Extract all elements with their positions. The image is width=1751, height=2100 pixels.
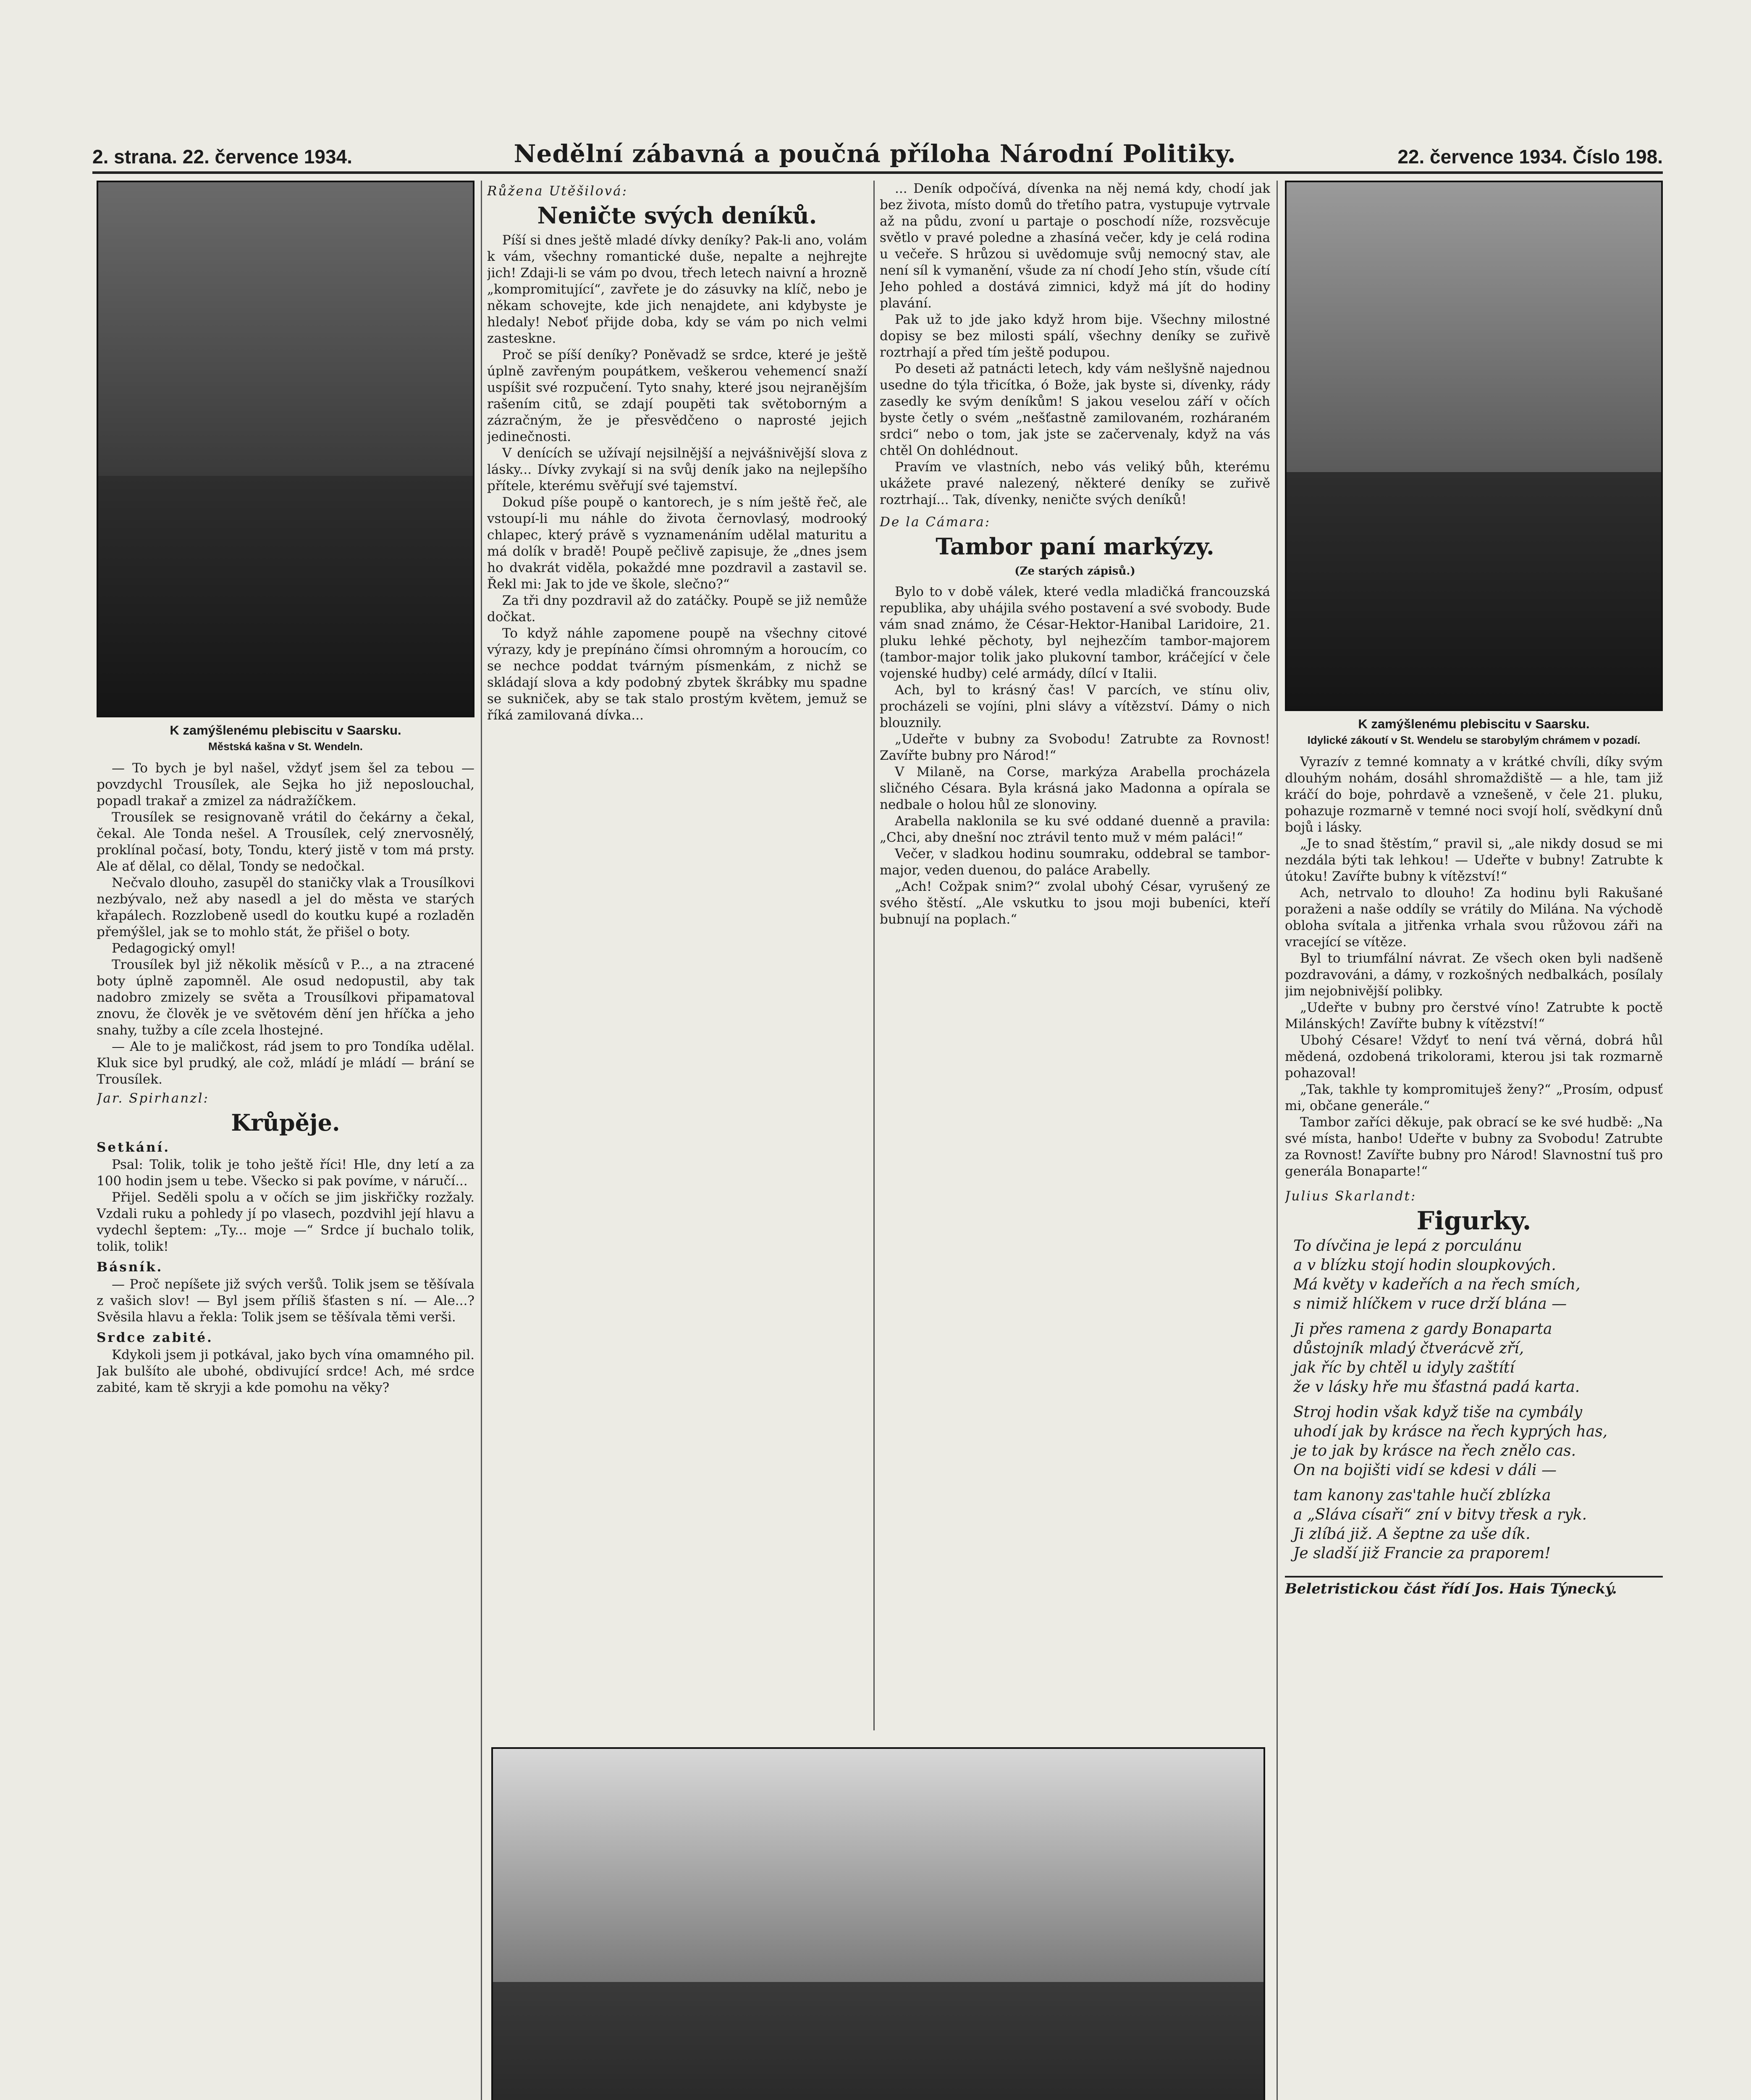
article-paragraph: Za tři dny pozdravil až do zatáčky. Poupě se již nemůže dočkat.: [487, 593, 867, 625]
article-paragraph: „Udeřte v bubny za Svobodu! Zatrubte za Rovnost! Zavířte bubny pro Národ!“: [880, 732, 1270, 763]
masthead-right: 22. července 1934. Číslo 198.: [1397, 146, 1663, 168]
story-paragraph: Nečvalo dlouho, zasupěl do staničky vlak a Trousílkovi nezbývalo, než aby nasedl a jel do města ve starých křapálech. Rozzlobeně usedl do koutku kupé a rozladěn přemýšlel, jak se to mohlo stát, že přišel o boty.: [97, 875, 474, 940]
section-text: Kdykoli jsem ji potkával, jako bych vína omamného pil. Jak bulšíto ale ubohé, obdivující srdce! Ach, mé srdce zabité, kam tě skryji a kde pomohu na věky?: [97, 1347, 474, 1395]
article-title: Tambor paní markýzy.: [936, 533, 1214, 560]
article-paragraph: „Je to snad štěstím,“ pravil si, „ale nikdy dosud se mi nezdála býti tak lehkou! — Udeřte v bubny! Zatrubte k útoku! Zavířte bubny k vítězství!“: [1285, 836, 1663, 884]
article-paragraph: To když náhle zapomene poupě na všechny citové výrazy, kdy je prepínáno čímsi ohromným a horoucím, co se nechce poddat tvárným písmenkám, z nichž se skládají slova a kdy podobný zbytek škrábky mu spadne se sukniček, aby se tak stalo prostým květem, jemuž se říká zamilovaná dívka...: [487, 626, 867, 723]
column-divider: [481, 181, 482, 2100]
article-paragraph: Pak už to jde jako když hrom bije. Všechny milostné dopisy se bez milosti spálí, všechny deníky se zuřivě roztrhají a před tím ještě podupou.: [880, 312, 1270, 360]
article-note: (Ze starých zápisů.): [1014, 565, 1135, 578]
section-heading: Setkání.: [97, 1140, 170, 1155]
story-paragraph: Trousílek byl již několik měsíců v P..., a na ztracené boty úplně zapomněl. Ale osud nedopustil, aby tak nadobro zmizely se světa a Trousílkovi připamatoval znovu, že člověk je ve světovém dění jen hříčka a jeho snahy, tužby a cíle zcela lhostejné.: [97, 957, 474, 1038]
column-divider: [873, 181, 875, 1730]
byline: Julius Skarlandt:: [1285, 1189, 1417, 1204]
column-3: [880, 181, 1270, 1730]
article-paragraph: Arabella naklonila se ku své oddané duenně a pravila: „Chci, aby dnešní noc ztrávil tento muž v mém paláci!“: [880, 814, 1270, 845]
article-paragraph: Po deseti až patnácti letech, kdy vám nešlyšně najednou usedne do týla třicítka, ó Bože, jak byste si, dívenky, rády zasedly ke svým deníkům! S jakou veselou září v očích byste četly o svém „nešťastně zamilovaném, rozháraném srdci“ nebo o tom, jak jste se začervenaly, když na vás chtěl On dohlédnout.: [880, 361, 1270, 458]
column-2: [487, 181, 867, 1735]
column-1: [97, 181, 474, 2100]
column-divider: [1277, 181, 1278, 2100]
section-text: Přijel. Seděli spolu a v očích se jim jiskřičky rozžaly. Vzdali ruku a pohledy jí po vlasech, pozdvihl její hlavu a vydechl šeptem: „Ty... moje —“ Srdce jí buchalo tolik, tolik, tolik!: [97, 1190, 474, 1254]
article-paragraph: Tambor zaříci děkuje, pak obrací se ke své hudbě: „Na své místa, hanbo! Udeřte v bubny za Svobodu! Zatrubte za Rovnost! Zavířte bubny pro Národ! Slavnostní tuš pro generála Bonaparte!“: [1285, 1115, 1663, 1179]
story-paragraph: — To bych je byl našel, vždyť jsem šel za tebou — povzdychl Trousílek, ale Sejka ho již neposlouchal, popadl trakař a zmizel za nádražíčkem.: [97, 761, 474, 808]
story-paragraph: Pedagogický omyl!: [112, 941, 236, 956]
section-heading: Básník.: [97, 1260, 163, 1275]
masthead-left: 2. strana. 22. července 1934.: [92, 146, 352, 168]
article-paragraph: Večer, v sladkou hodinu soumraku, oddebral se tambor-major, veden duenou, do paláce Arabelly.: [880, 846, 1270, 878]
article-paragraph: „Ach! Cožpak snim?“ zvolal ubohý César, vyrušený ze svého štěstí. „Ale vskutku to jsou moji bubeníci, kteří bubnují na poplach.“: [880, 879, 1270, 927]
article-paragraph: V denících se užívají nejsilnější a nejvášnivější slova z lásky... Dívky zvykají si na svůj deník jako na nejlepšího přítele, kterému svěřují své tajemství.: [487, 446, 867, 494]
section-text: — Proč nepíšete již svých veršů. Tolik jsem se těšívala z vašich slov! — Byl jsem příliš šťasten s ní. — Ale...? Svěsila hlavu a řekla: Tolik jsem se těšívala těmi verši.: [97, 1277, 474, 1325]
photo-town-fountain: [97, 181, 474, 717]
article-paragraph: Píší si dnes ještě mladé dívky deníky? Pak-li ano, volám k vám, všechny romantické duše, nepalte a nejhrejte jich! Zdaji-li se vám po dvou, třech letech naivní a hrozně „kompromitující“, zavřete je do zásuvky na klíč, nebo je někam schovejte, kde jich nenajdete, ani kdybyste je hledaly! Neboť přijde doba, kdy se vám po nich velmi zasteskne.: [487, 233, 867, 346]
article-paragraph: „Udeřte v bubny pro čerstvé víno! Zatrubte k poctě Milánských! Zavířte bubny k vítězství!“: [1285, 1000, 1663, 1032]
article-paragraph: Bylo to v době válek, které vedla mladičká francouzská republika, aby uhájila svého postavení a své svobody. Bude vám snad známo, že César-Hektor-Hanibal Laridoire, 21. pluku lehké pěchoty, byl nejhezčím tambor-majorem (tambor-major tolik jako plukovní tambor, kráčející v čele vojenské hudby) celé armády, dílcí v Italii.: [880, 584, 1270, 681]
byline: Jar. Spirhanzl:: [97, 1091, 209, 1106]
article-paragraph: Byl to triumfální návrat. Ze všech oken byli nadšeně pozdravováni, a dámy, v rozkošných nedbalkách, posílaly jim nejobnivější polibky.: [1285, 951, 1663, 999]
article-paragraph: ... Deník odpočívá, dívenka na něj nemá kdy, chodí jak bez života, místo domů do třetího patra, vystupuje vytrvale až na půdu, zvoní u partaje o poschodí níže, rozsvěcuje světlo v pravé poledne a zhasíná večer, kdy je celá rodina u večeře. S hrůzou si uvědomuje svůj nemocný stav, ale není síl k vymanění, všude za ní chodí Jeho stín, všude cítí Jeho pohled a dostává zimnici, když má jít do hodiny plavání.: [880, 181, 1270, 311]
article-paragraph: Ach, netrvalo to dlouho! Za hodinu byli Rakušané poraženi a naše oddíly se vrátily do Milána. Na východě obloha svítala a jitřenka vrhala svou růžovou záři na vracející se vítěze.: [1285, 885, 1663, 950]
section-text: Psal: Tolik, tolik je toho ještě říci! Hle, dny letí a za 100 hodin jsem u tebe. Všecko si pak povíme, v náručí...: [97, 1157, 474, 1189]
article-paragraph: Ach, byl to krásný čas! V parcích, ve stínu oliv, procházeli se vojíni, plni slávy a vítězství. Dámy o nich blouznily.: [880, 682, 1270, 730]
article-paragraph: V Milaně, na Corse, markýza Arabella procházela sličného Césara. Byla krásná jako Madonna a opírala se nedbale o holou hůl ze slonoviny.: [880, 764, 1270, 812]
article-paragraph: Dokud píše poupě o kantorech, je s ním ještě řeč, ale vstoupí-li mu náhle do života černovlasý, modrooký chlapec, který právě s vyznamenáním udělal maturitu a má dolík v bradě! Poupě pečlivě zapisuje, že „dnes jsem ho dvakrát viděla, pokaždé mne pozdravil a zastavil se. Řekl mi: Jak to jde ve škole, slečno?“: [487, 495, 867, 592]
masthead: [92, 139, 1663, 168]
column-4: [1285, 181, 1663, 2100]
photo-idyllic-corner: [1285, 181, 1663, 711]
article-paragraph: Proč se píší deníky? Poněvadž se srdce, které je ještě úplně zavřeným poupátkem, veškerou vehemencí snaží uspíšit své rozpučení. Tyto snahy, které jsou nejranějším rašením citů, se zdají poupěti tak světoborným a zázračným, že je přesvědčeno o naprosté jejich jedinečnosti.: [487, 347, 867, 444]
section-heading: Srdce zabité.: [97, 1330, 213, 1345]
photo-steelworks: [491, 1747, 1265, 2100]
photo-caption: K zamýšlenému plebiscitu v Saarsku. Městská kašna v St. Wendeln.: [170, 723, 401, 753]
article-paragraph: Vyrazív z temné komnaty a v krátké chvíli, díky svým dlouhým nohám, dosáhl shromaždiště — a hle, tam již kráčí do boje, pohrdavě a vznešeně, v čele 21. pluku, pohazuje rozmarně v temné noci svojí holí, svědkyní dnů bojů i lásky.: [1285, 754, 1663, 835]
article-title: Krůpěje.: [231, 1109, 340, 1136]
article-paragraph: Ubohý Césare! Vždyť to není tvá věrná, dobrá hůl mědená, ozdobená trikolorami, kterou jsi tak rozmarně pohazoval!: [1285, 1033, 1663, 1081]
editor-footer: Beletristickou část řídí Jos. Hais Týnecký.: [1285, 1576, 1663, 1597]
poem-verse: To dívčina je lepá z porculánu a v blízku stojí hodin sloupkových. Má květy v kadeřích a na řech smích, s nimiž hlíčkem v ruce drží blána — Ji přes ramena z gardy Bonaparta důstojník mladý čtverácvě zří, jak říc by chtěl u idyly zaštítí že v lásky hře mu šťastná padá karta. Stroj hodin však když tiše na cymbály uhodí jak by krásce na řech kyprých has, je to jak by krásce na řech znělo cas. On na bojišti vidí se kdesi v dáli — tam kanony zas'tahle hučí zblízka a „Sláva císaři“ zní v bitvy třesk a ryk. Ji zlíbá již. A šeptne za uše dík. Je sladší již Francie za praporem!: [1293, 1237, 1608, 1562]
article-paragraph: „Tak, takhle ty kompromituješ ženy?“ „Prosím, odpusť mi, občane generále.“: [1285, 1082, 1663, 1113]
article-title: Neničte svých deníků.: [537, 202, 817, 229]
poem-title: Figurky.: [1416, 1206, 1531, 1236]
byline: Růžena Utěšilová:: [487, 184, 628, 199]
masthead-title: Nedělní zábavná a poučná příloha Národní Politiky.: [514, 139, 1236, 168]
byline: De la Cámara:: [880, 514, 991, 530]
story-paragraph: — Ale to je maličkost, rád jsem to pro Tondíka udělal. Kluk sice byl prudký, ale což, mládí je mládí — brání se Trousílek.: [97, 1039, 474, 1087]
story-paragraph: Trousílek se resignovaně vrátil do čekárny a čekal, čekal. Ale Tonda nešel. A Trousílek, celý znervosnělý, proklínal počasí, boty, Tondu, který jistě v tom má prsty. Ale ať dělal, co dělal, Tondy se nedočkal.: [97, 810, 474, 874]
photo-caption: K zamýšlenému plebiscitu v Saarsku. Idylické zákoutí v St. Wendelu se starobylým chrámem v pozadí.: [1307, 717, 1641, 746]
masthead-rule: [92, 171, 1663, 174]
article-paragraph: Pravím ve vlastních, nebo vás veliký bůh, kterému ukážete pravé nalezený, některé deníky se zuřivě roztrhají... Tak, dívenky, neničte svých deníků!: [880, 459, 1270, 507]
